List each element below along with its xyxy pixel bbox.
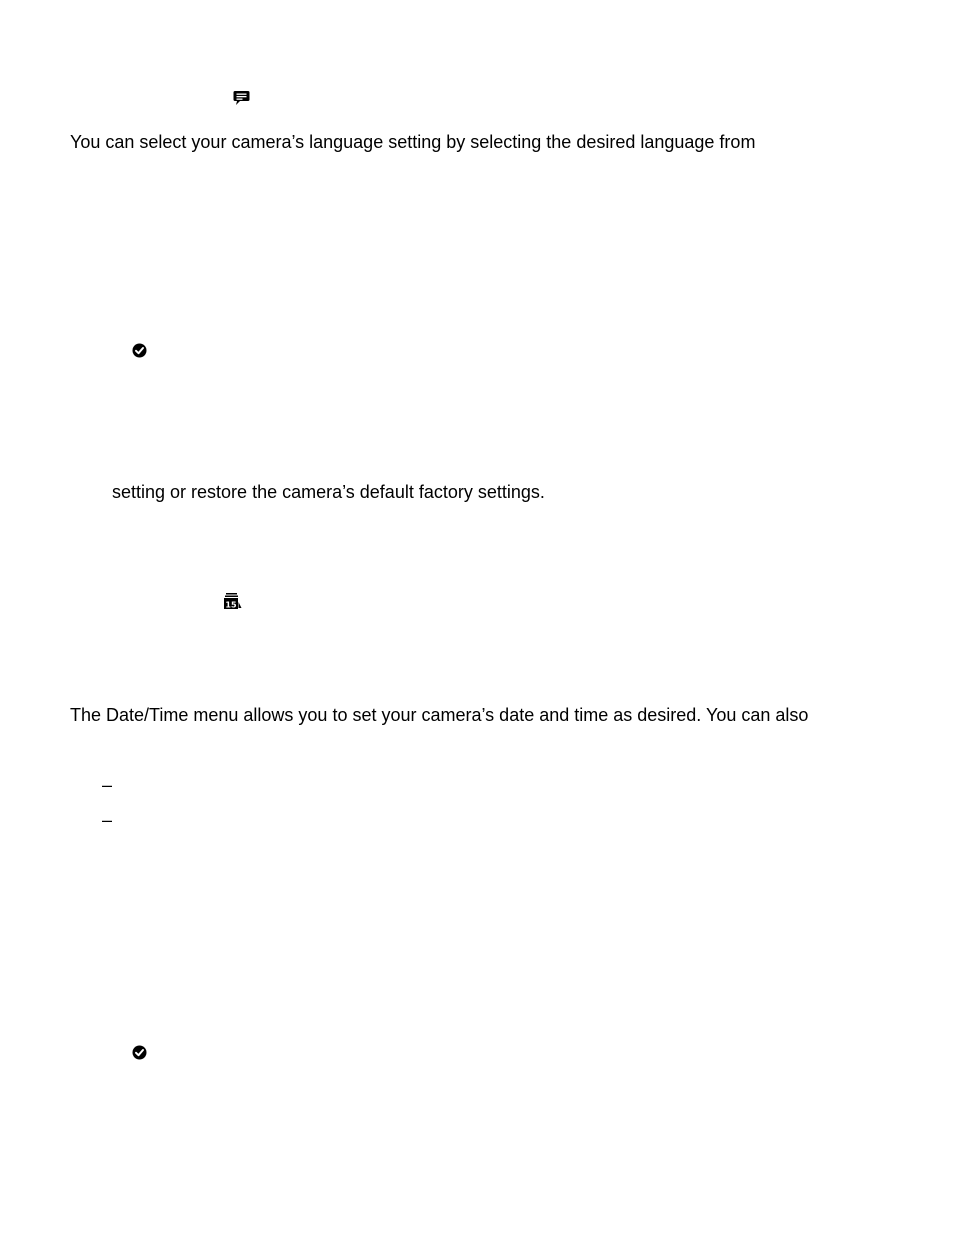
bullet-dash: –	[102, 810, 113, 830]
reset-description-text: setting or restore the camera’s default factory settings.	[112, 482, 545, 502]
svg-text:15: 15	[225, 600, 237, 610]
calendar-icon	[223, 592, 242, 610]
language-intro-text: You can select your camera’s language setting by selecting the desired language from	[70, 132, 756, 152]
datetime-intro-text: The Date/Time menu allows you to set your camera’s date and time as desired. You can also	[70, 705, 809, 725]
bullet-dash: –	[102, 775, 113, 795]
checkmark-circle-icon	[132, 343, 147, 358]
checkmark-circle-icon	[132, 1045, 147, 1060]
speech-bubble-icon	[233, 90, 250, 106]
